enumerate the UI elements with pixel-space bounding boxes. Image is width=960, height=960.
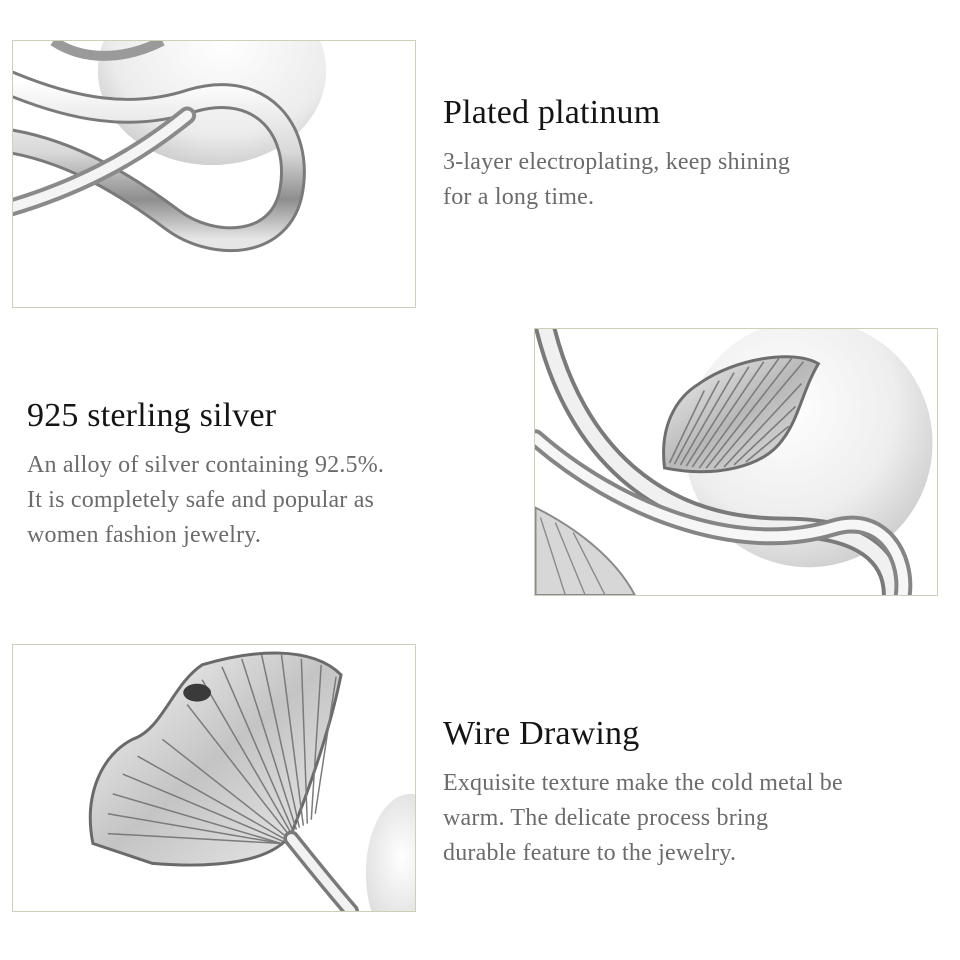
description-line: It is completely safe and popular as	[27, 487, 375, 513]
feature-plated-platinum	[443, 93, 913, 215]
feature-description	[27, 448, 497, 553]
feature-description	[443, 145, 913, 215]
leaf-texture-illustration	[13, 645, 415, 911]
description-line: women fashion jewelry.	[27, 522, 262, 548]
ring-band-closeup-photo	[12, 40, 416, 308]
description-line: for a long time.	[443, 184, 595, 210]
feature-title: Wire Drawing	[443, 715, 640, 752]
description-line: An alloy of silver containing 92.5%.	[27, 452, 385, 478]
ginkgo-leaf-pearl-photo	[534, 328, 938, 596]
ginkgo-leaf-texture-photo	[12, 644, 416, 912]
feature-sterling-silver	[27, 396, 497, 553]
description-line: warm. The delicate process bring	[443, 805, 769, 831]
description-line: Exquisite texture make the cold metal be	[443, 770, 843, 796]
description-line: durable feature to the jewelry.	[443, 840, 737, 866]
ginkgo-leaf-illustration	[535, 329, 937, 595]
feature-wire-drawing	[443, 714, 913, 871]
feature-description	[443, 766, 913, 871]
feature-title: 925 sterling silver	[27, 397, 277, 434]
feature-title: Plated platinum	[443, 94, 661, 131]
ring-band-illustration	[13, 41, 415, 307]
description-line: 3-layer electroplating, keep shining	[443, 149, 791, 175]
